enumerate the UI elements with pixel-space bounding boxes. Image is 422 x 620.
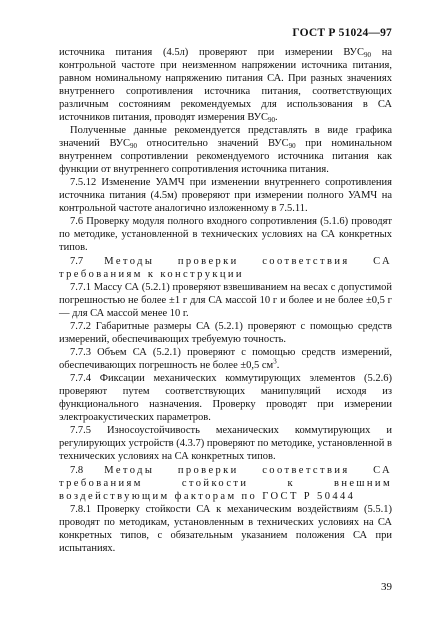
paragraph: 7.7.2 Габаритные размеры СА (5.2.1) проверяют с помощью средств измерений, обеспечивающих требуемую точность. [59,321,392,345]
paragraph: 7.7.3 Объем СА (5.2.1) проверяют с помощью средств измерений, обеспечивающих погрешность не более ±0,5 $см^3$. [59,347,392,371]
paragraph: Полученные данные рекомендуется представлять в виде графика значений $ВУС_{90}$ относительно значений $ВУС_{90}$ при номинальном внутреннем сопротивлении рекомендуемого источника питания как функции от внутреннего сопротивления источника питания. [59,125,392,175]
paragraph: источника питания (4.5л) проверяют при измерении $ВУС_{90}$ на контрольной частоте при неизменном напряжении источника питания, равном номинальному напряжению питания СА. При разных значениях внутреннего сопротивления источника питания, соответствующих различным состояниям рекомендуемых для использования в СА источников питания, проводят измерения $ВУС_{90}$. [59,47,392,124]
section-heading: 7.8 Методы проверки соответствия СА требованиям стойкости к внешним воздействующим факторам по ГОСТ Р 50444 [59,465,392,502]
paragraph: 7.8.1 Проверку стойкости СА к механическим воздействиям (5.5.1) проводят по методикам, установленным в технических условиях на СА конкретных типов, с обязательным указанием положения СА при испытаниях. [59,504,392,554]
paragraph: 7.6 Проверку модуля полного входного сопротивления (5.1.6) проводят по методике, установленной в технических условиях на СА конкретных типов. [59,216,392,253]
paragraph: 7.7.5 Износоустойчивость механических коммутирующих и регулирующих устройств (4.3.7) проверяют по методике, установленной в технических условиях на СА конкретных типов. [59,425,392,462]
standard-header: ГОСТ Р 51024—97 [292,27,392,39]
paragraph: 7.5.12 Изменение УАМЧ при изменении внутреннего сопротивления источника питания (4.5м) проверяют при измерении полного УАМЧ на контрольной частоте аналогично изложенному в 7.5.11. [59,177,392,214]
paragraph: 7.7.1 Массу СА (5.2.1) проверяют взвешиванием на весах с допустимой погрешностью не более ±1 г для СА массой 10 г и более и не более ±0,5 г — для СА массой менее 10 г. [59,282,392,319]
body-text [59,46,392,555]
section-heading: 7.7 Методы проверки соответствия СА требованиям к конструкции [59,256,392,280]
page-number: 39 [381,581,392,593]
paragraph: 7.7.4 Фиксации механических коммутирующих элементов (5.2.6) проверяют путем соответствующих манипуляций исходя из функционального назначения. Проверку проводят при измерении электроакустических параметров. [59,373,392,423]
